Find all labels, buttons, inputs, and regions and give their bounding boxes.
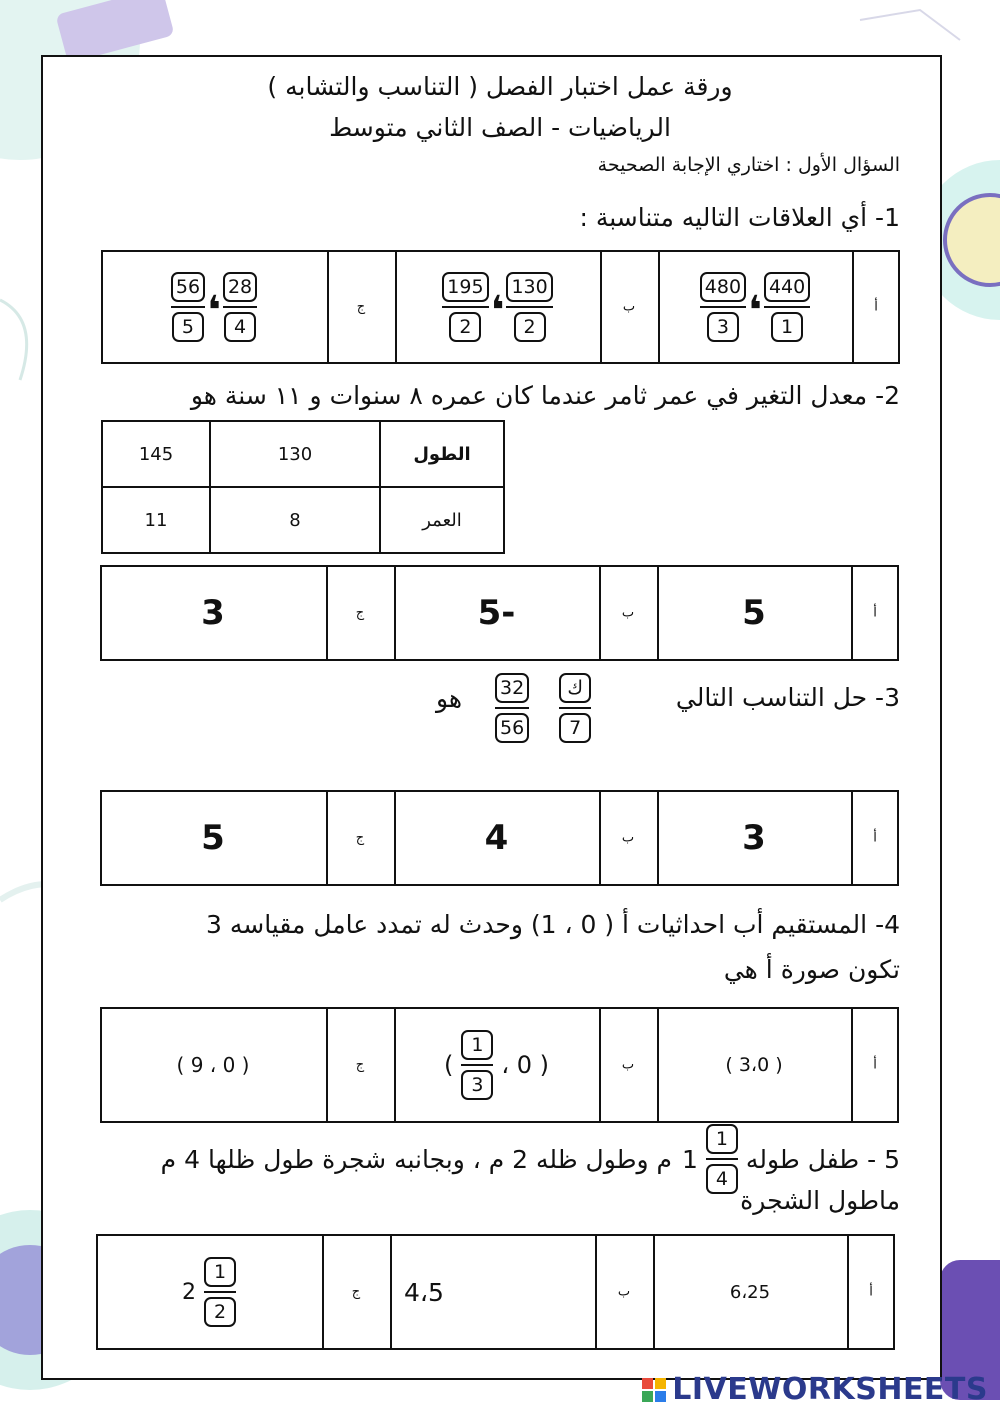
option-label-b: ب <box>621 830 635 846</box>
section-heading: السؤال الأول : اختاري الإجابة الصحيحة <box>597 154 900 176</box>
question-4-line-1: 4- المستقيم أب احداثيات أ ( 0 ، 1) وحدث له تمدد عامل مقياسه 3 <box>205 910 900 939</box>
question-2-answers <box>100 565 899 661</box>
table-cell: 8 <box>210 487 380 553</box>
table-header-cell: الطول <box>380 421 504 487</box>
option-label-c: ج <box>355 830 365 846</box>
option-label-b: ب <box>617 1284 631 1300</box>
option-label-c: ج <box>356 299 366 315</box>
question-5-line-1: 5 - طفل طوله $\frac{1}{4}$ 1 م وطول ظله 2 م ، وبجانبه شجرة طول ظلها 4 م <box>161 1124 900 1194</box>
option-label-a: أ <box>874 299 878 315</box>
question-2-text: 2- معدل التغير في عمر ثامر عندما كان عمره ٨ سنوات و ١١ سنة هو <box>190 381 900 410</box>
q5-option-c[interactable]: 2 $\frac{1}{2}$ <box>98 1236 320 1348</box>
option-label-c: ج <box>355 1057 365 1073</box>
logo-icon <box>642 1378 666 1402</box>
q4-option-c[interactable]: ( 0 ، 9 ) <box>176 1053 250 1077</box>
question-5-line-2: ماطول الشجرة <box>740 1186 900 1215</box>
question-3-text: 3- حل التناسب التالي <box>675 683 900 712</box>
q2-option-a[interactable]: 5 <box>742 593 766 633</box>
option-label-c: ج <box>355 605 365 621</box>
liveworksheets-logo: LIVEWORKSHEETS <box>642 1372 988 1407</box>
q3-proportion: $\frac{32}{56}$ $\frac{\text{ك}}{7}$ <box>495 673 591 743</box>
q2-option-b[interactable]: 5- <box>477 593 516 633</box>
q3-suffix: هو <box>436 684 463 713</box>
q5-option-b[interactable]: 4،5 <box>404 1277 444 1307</box>
question-1-answers <box>101 250 900 364</box>
q1-option-a[interactable]: $\frac{480}{3}$ ❛ $\frac{440}{1}$ <box>660 252 850 362</box>
q4-option-b[interactable]: ( 0 ، $\frac{1}{3}$ ) <box>396 1009 597 1121</box>
worksheet-title: ورقة عمل اختبار الفصل ( التناسب والتشابه ) <box>267 72 733 101</box>
question-3-answers <box>100 790 899 886</box>
q3-option-a[interactable]: 3 <box>742 818 766 858</box>
table-header-cell: العمر <box>380 487 504 553</box>
option-label-c: ج <box>351 1284 361 1300</box>
q5-option-a[interactable]: 6،25 <box>729 1281 771 1303</box>
option-label-a: أ <box>873 605 877 621</box>
q2-option-c[interactable]: 3 <box>201 593 225 633</box>
option-label-a: أ <box>873 830 877 846</box>
table-cell: 130 <box>210 421 380 487</box>
q4-option-a[interactable]: ( 3،0 ) <box>725 1054 783 1076</box>
option-label-b: ب <box>622 299 636 315</box>
option-label-a: أ <box>869 1284 873 1300</box>
q1-option-c[interactable]: $\frac{56}{5}$ ❛ $\frac{28}{4}$ <box>103 252 325 362</box>
question-4-answers <box>100 1007 899 1123</box>
table-cell: 145 <box>102 421 210 487</box>
option-label-b: ب <box>621 1057 635 1073</box>
option-label-a: أ <box>873 1057 877 1073</box>
age-height-table <box>101 420 505 554</box>
option-label-b: ب <box>621 605 635 621</box>
question-4-line-2: تكون صورة أ هي <box>723 955 900 984</box>
q1-option-b[interactable]: $\frac{195}{2}$ ❛ $\frac{130}{2}$ <box>397 252 598 362</box>
table-cell: 11 <box>102 487 210 553</box>
q3-option-b[interactable]: 4 <box>484 818 509 858</box>
question-1-text: 1- أي العلاقات التاليه متناسبة : <box>579 203 900 232</box>
question-5-answers <box>96 1234 895 1350</box>
q3-option-c[interactable]: 5 <box>201 818 225 858</box>
worksheet-subtitle: الرياضيات - الصف الثاني متوسط <box>329 113 671 142</box>
